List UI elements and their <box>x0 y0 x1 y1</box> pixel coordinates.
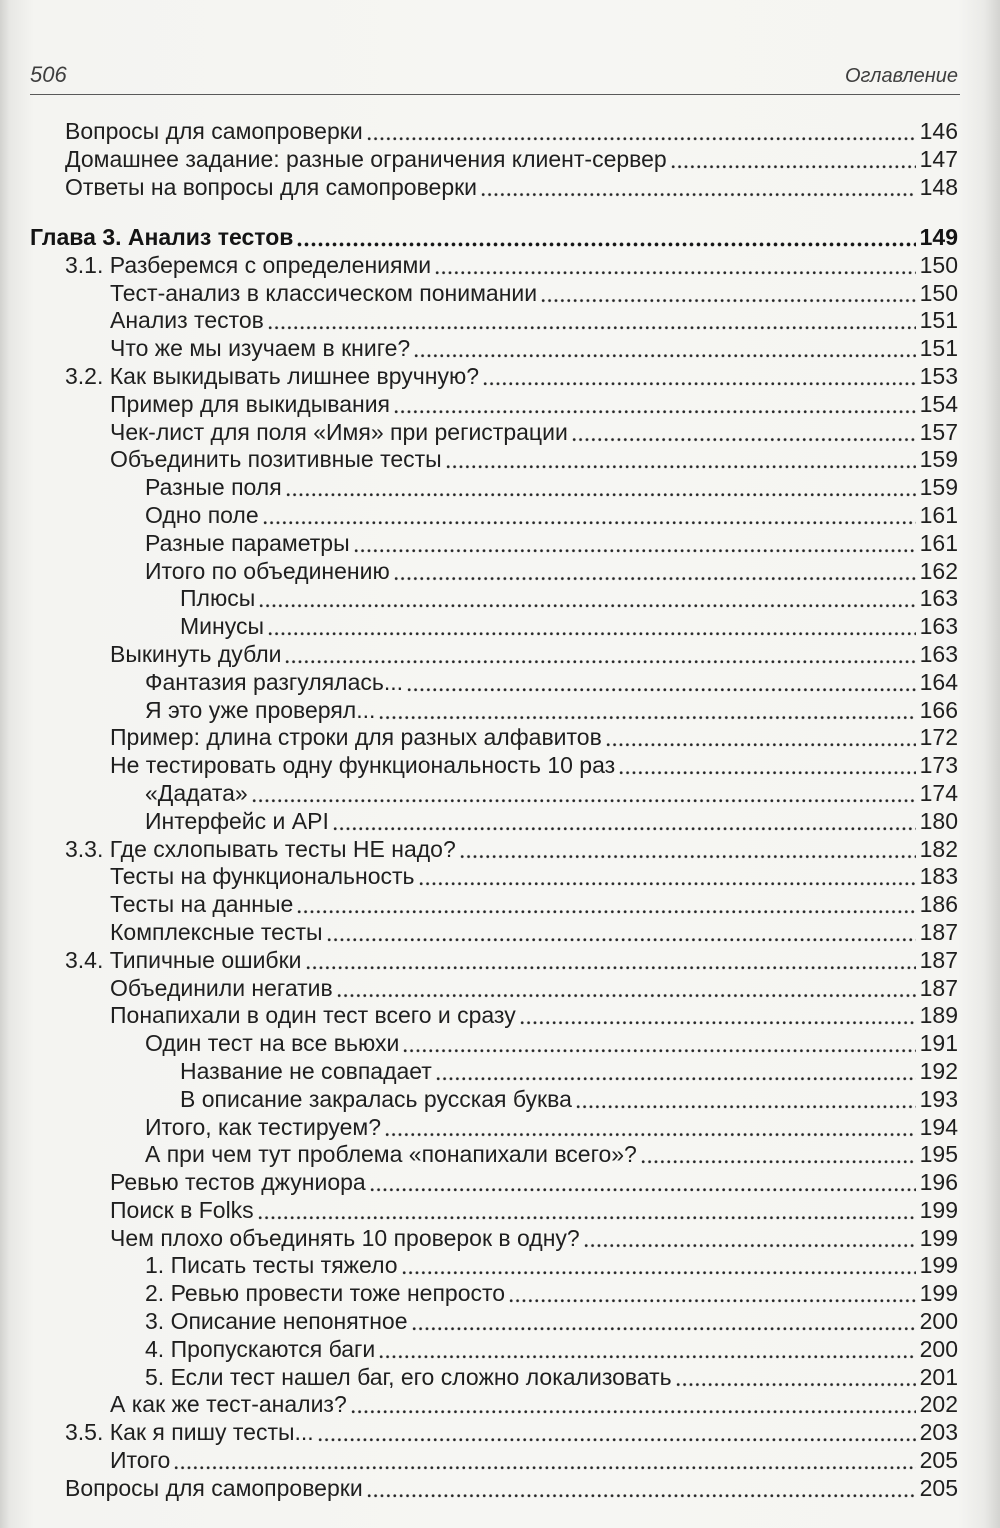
toc-entry-title: Понапихали в один тест всего и сразу <box>110 1002 516 1029</box>
dot-leader <box>305 947 916 975</box>
toc-entry-page-number: 150 <box>919 251 958 278</box>
toc-entry-page-number: 166 <box>919 696 958 723</box>
toc-entry-page-number: 163 <box>919 613 958 640</box>
toc-section-entry <box>30 836 958 864</box>
toc-entry <box>30 1447 958 1475</box>
dot-leader <box>262 502 916 530</box>
toc-entry <box>30 307 958 335</box>
toc-entry-title: В описание закралась русская буква <box>180 1085 572 1112</box>
toc-entry <box>30 146 958 174</box>
dot-leader <box>393 391 916 419</box>
toc-entry-page-number: 199 <box>919 1252 958 1279</box>
toc-entry-title: А при чем тут проблема «понапихали всего»? <box>145 1141 637 1168</box>
dot-leader <box>640 1141 916 1169</box>
toc-section-entry <box>30 252 958 280</box>
toc-entry-title: Чем плохо объединять 10 проверок в одну? <box>110 1224 580 1251</box>
toc-entry-page-number: 164 <box>919 668 958 695</box>
dot-leader <box>418 863 916 891</box>
toc-entry-page-number: 146 <box>919 118 958 144</box>
toc-entry <box>30 808 958 836</box>
toc-entry-title: Итого, как тестируем? <box>145 1113 381 1140</box>
toc-entry <box>30 391 958 419</box>
toc-entry-title: 3.1. Разберемся с определениями <box>65 251 432 278</box>
toc-entry <box>30 1114 958 1142</box>
dot-leader <box>434 252 915 280</box>
toc-entry-page-number: 161 <box>919 529 958 556</box>
dot-leader <box>350 1391 916 1419</box>
toc-entry <box>30 1058 958 1086</box>
dot-leader <box>258 585 915 613</box>
toc-entry <box>30 697 958 725</box>
toc-entry-page-number: 159 <box>919 446 958 473</box>
dot-leader <box>378 697 915 725</box>
chapter-page-number: 149 <box>919 224 958 250</box>
toc-entry-page-number: 199 <box>919 1196 958 1223</box>
toc-entry-title: Пример для выкидывания <box>110 390 391 417</box>
toc-entry-title: Домашнее задание: разные ограничения клиент-сервер <box>65 145 667 172</box>
toc-entry <box>30 280 958 308</box>
dot-leader <box>519 1002 916 1030</box>
toc-entry-title: Не тестировать одну функциональность 10 раз <box>110 752 616 779</box>
dot-leader <box>583 1225 916 1253</box>
toc-entry <box>30 975 958 1003</box>
toc-entry <box>30 919 958 947</box>
toc-entry <box>30 1225 958 1253</box>
dot-leader <box>480 174 916 202</box>
toc-entry <box>30 1141 958 1169</box>
toc-entry-page-number: 173 <box>919 752 958 779</box>
toc-entry <box>30 1252 958 1280</box>
toc-entry-page-number: 203 <box>919 1419 958 1446</box>
toc-entry-title: 3. Описание непонятное <box>145 1308 408 1335</box>
toc-entry-title: Один тест на все вьюхи <box>145 1030 400 1057</box>
dot-leader <box>401 1252 916 1280</box>
dot-leader <box>284 641 915 669</box>
dot-leader <box>296 891 915 919</box>
chapter-entry <box>30 224 958 252</box>
dot-leader <box>317 1419 916 1447</box>
toc-entry <box>30 752 958 780</box>
toc-entry-title: 3.4. Типичные ошибки <box>65 946 302 973</box>
toc-entry-page-number: 187 <box>919 974 958 1001</box>
running-header <box>30 60 960 90</box>
toc-entry-title: Чек-лист для поля «Имя» при регистрации <box>110 418 568 445</box>
toc-section-entry <box>30 947 958 975</box>
toc-entry <box>30 613 958 641</box>
toc-entry-title: Фантазия разгулялась... <box>145 668 404 695</box>
toc-entry <box>30 335 958 363</box>
toc-entry-page-number: 199 <box>919 1280 958 1307</box>
dot-leader <box>251 780 916 808</box>
toc-entry-title: 5. Если тест нашел баг, его сложно локализовать <box>145 1363 672 1390</box>
toc-entry-page-number: 151 <box>919 307 958 334</box>
toc-entry-page-number: 148 <box>919 173 958 200</box>
toc-entry-page-number: 202 <box>919 1391 958 1418</box>
toc-entry-page-number: 187 <box>919 918 958 945</box>
dot-leader <box>406 669 916 697</box>
toc-entry-page-number: 174 <box>919 779 958 806</box>
dot-leader <box>445 446 916 474</box>
toc-entry <box>30 891 958 919</box>
toc-entry-page-number: 157 <box>919 418 958 445</box>
toc-entry-title: Анализ тестов <box>110 307 264 334</box>
toc-entry-page-number: 172 <box>919 724 958 751</box>
toc-entry-title: 3.3. Где схлопывать тесты НЕ надо? <box>65 835 456 862</box>
toc-entry-page-number: 162 <box>919 557 958 584</box>
dot-leader <box>618 752 915 780</box>
toc-entry-page-number: 195 <box>919 1141 958 1168</box>
toc-entry-title: Минусы <box>180 613 264 640</box>
toc-entry-page-number: 151 <box>919 335 958 362</box>
toc-entry-title: 1. Писать тесты тяжело <box>145 1252 398 1279</box>
toc-entry-title: Ответы на вопросы для самопроверки <box>65 173 478 200</box>
toc-entry-title: Вопросы для самопроверки <box>65 1474 363 1501</box>
dot-leader <box>267 613 916 641</box>
dot-leader <box>384 1114 916 1142</box>
toc-entry <box>30 530 958 558</box>
dot-leader <box>173 1447 915 1475</box>
toc-entry <box>30 502 958 530</box>
toc-entry-title: Тест-анализ в классическом понимании <box>110 279 538 306</box>
toc-preceding-entries <box>30 118 958 201</box>
dot-leader <box>285 474 916 502</box>
toc-entry-title: 3.2. Как выкидывать лишнее вручную? <box>65 362 480 389</box>
toc-entry <box>30 1391 958 1419</box>
toc-entry-title: Интерфейс и API <box>145 807 329 834</box>
dot-leader <box>482 363 916 391</box>
toc-entry-page-number: 161 <box>919 501 958 528</box>
toc-entry-page-number: 191 <box>919 1030 958 1057</box>
toc-entry-title: Разные параметры <box>145 529 350 556</box>
toc-entry-page-number: 200 <box>919 1335 958 1362</box>
toc-entry-title: А как же тест-анализ? <box>110 1391 347 1418</box>
toc-entry-title: Я это уже проверял... <box>145 696 376 723</box>
toc-entry <box>30 1086 958 1114</box>
toc-entry <box>30 446 958 474</box>
toc-entry-page-number: 196 <box>919 1169 958 1196</box>
toc-entry <box>30 724 958 752</box>
toc-entry-title: Выкинуть дубли <box>110 640 282 667</box>
toc-entry <box>30 1002 958 1030</box>
toc-entry <box>30 585 958 613</box>
toc-chapter-3 <box>30 224 958 1503</box>
toc-entry-title: Тесты на данные <box>110 891 294 918</box>
toc-entry-title: Что же мы изучаем в книге? <box>110 335 411 362</box>
toc-entry-title: Итого <box>110 1447 171 1474</box>
dot-leader <box>575 1086 916 1114</box>
toc-entry-page-number: 186 <box>919 891 958 918</box>
toc-entry <box>30 1197 958 1225</box>
dot-leader <box>670 146 916 174</box>
toc-section-entry <box>30 1419 958 1447</box>
toc-entry-title: 2. Ревью провести тоже непросто <box>145 1280 506 1307</box>
toc-entry-title: 3.5. Как я пишу тесты... <box>65 1419 314 1446</box>
dot-leader <box>393 558 916 586</box>
toc-entry-title: «Дадата» <box>145 779 248 806</box>
toc-entry <box>30 1336 958 1364</box>
toc-entry <box>30 474 958 502</box>
toc-entry-page-number: 183 <box>919 863 958 890</box>
toc-entry-title: Название не совпадает <box>180 1057 432 1084</box>
header-page-number: 506 <box>30 62 67 87</box>
toc-entry-title: Вопросы для самопроверки <box>65 118 363 144</box>
toc-entry-page-number: 163 <box>919 585 958 612</box>
toc-entry-title: 4. Пропускаются баги <box>145 1335 376 1362</box>
toc-section-entry <box>30 363 958 391</box>
toc-entry <box>30 558 958 586</box>
header-rule <box>30 94 960 95</box>
toc-entry-page-number: 147 <box>919 145 958 172</box>
dot-leader <box>571 419 916 447</box>
toc-entry-page-number: 193 <box>919 1085 958 1112</box>
header-running-title: Оглавление <box>844 65 958 87</box>
toc-entry-page-number: 153 <box>919 362 958 389</box>
toc-entry-title: Пример: длина строки для разных алфавитов <box>110 724 602 751</box>
toc-entry-page-number: 200 <box>919 1308 958 1335</box>
toc-entry <box>30 1475 958 1503</box>
toc-entry <box>30 669 958 697</box>
toc-entry-page-number: 192 <box>919 1057 958 1084</box>
toc-entry-title: Объединили негатив <box>110 974 333 1001</box>
toc-entry-title: Одно поле <box>145 501 259 528</box>
toc-entry-page-number: 163 <box>919 640 958 667</box>
toc-entry-title: Плюсы <box>180 585 256 612</box>
dot-leader <box>332 808 916 836</box>
dot-leader <box>459 836 916 864</box>
toc-entry-page-number: 150 <box>919 279 958 306</box>
toc-entry-title: Тесты на функциональность <box>110 863 415 890</box>
toc-entry-page-number: 205 <box>919 1474 958 1501</box>
dot-leader <box>267 307 916 335</box>
dot-leader <box>366 1475 916 1503</box>
toc-entry-page-number: 180 <box>919 807 958 834</box>
dot-leader <box>540 280 916 308</box>
toc-entry-page-number: 201 <box>919 1363 958 1390</box>
toc-entry <box>30 1280 958 1308</box>
toc-entry-page-number: 187 <box>919 946 958 973</box>
toc-entry <box>30 419 958 447</box>
toc-entry-page-number: 205 <box>919 1447 958 1474</box>
dot-leader <box>326 919 916 947</box>
toc-entry-page-number: 159 <box>919 474 958 501</box>
toc-entry <box>30 118 958 146</box>
toc-entry-page-number: 194 <box>919 1113 958 1140</box>
toc-entry <box>30 174 958 202</box>
chapter-title: Глава 3. Анализ тестов <box>30 224 294 250</box>
toc-entry <box>30 1364 958 1392</box>
toc-entry-title: Поиск в Folks <box>110 1196 254 1223</box>
dot-leader <box>296 224 915 252</box>
dot-leader <box>369 1169 916 1197</box>
dot-leader <box>411 1308 916 1336</box>
dot-leader <box>675 1364 916 1392</box>
toc-entry <box>30 1169 958 1197</box>
toc-entry-title: Комплексные тесты <box>110 918 323 945</box>
toc-entry <box>30 641 958 669</box>
toc-entry <box>30 863 958 891</box>
toc-entry <box>30 1030 958 1058</box>
dot-leader <box>257 1197 916 1225</box>
dot-leader <box>336 975 916 1003</box>
dot-leader <box>413 335 915 363</box>
toc-entry-page-number: 154 <box>919 390 958 417</box>
toc-entry-title: Разные поля <box>145 474 282 501</box>
dot-leader <box>366 118 916 146</box>
toc-entry-title: Ревью тестов джуниора <box>110 1169 366 1196</box>
toc-entry-page-number: 189 <box>919 1002 958 1029</box>
dot-leader <box>435 1058 916 1086</box>
toc-entry-page-number: 199 <box>919 1224 958 1251</box>
dot-leader <box>605 724 916 752</box>
toc-entry <box>30 1308 958 1336</box>
toc-entry-title: Объединить позитивные тесты <box>110 446 442 473</box>
dot-leader <box>353 530 916 558</box>
toc-entry-page-number: 182 <box>919 835 958 862</box>
dot-leader <box>402 1030 915 1058</box>
toc-entry-title: Итого по объединению <box>145 557 390 584</box>
toc-entry <box>30 780 958 808</box>
dot-leader <box>508 1280 916 1308</box>
dot-leader <box>378 1336 915 1364</box>
